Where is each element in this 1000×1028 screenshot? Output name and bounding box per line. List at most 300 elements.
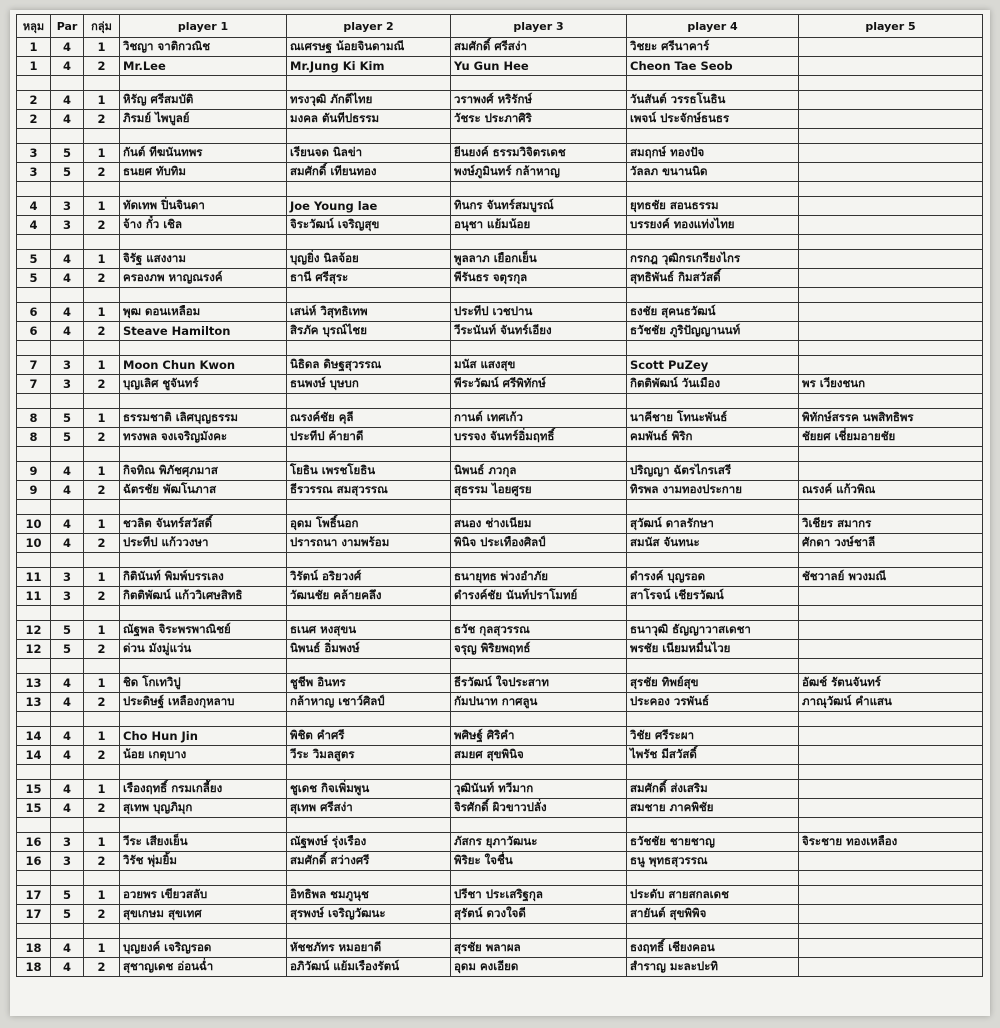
empty-cell bbox=[17, 182, 51, 197]
player-3-cell: ธนายุทธ พ่วงอำภัย bbox=[451, 568, 627, 587]
hole-cell: 11 bbox=[17, 587, 51, 606]
hole-cell: 7 bbox=[17, 375, 51, 394]
table-row bbox=[17, 38, 983, 57]
player-3-cell: ดำรงค์ชัย นันท์ปราโมทย์ bbox=[451, 587, 627, 606]
group-cell: 2 bbox=[84, 799, 120, 818]
group-cell: 1 bbox=[84, 356, 120, 375]
player-2-cell: โยธิน เพรชโยธิน bbox=[287, 462, 451, 481]
empty-cell bbox=[627, 76, 799, 91]
player-2-cell: สมศักดิ์ เทียนทอง bbox=[287, 163, 451, 182]
empty-cell bbox=[451, 288, 627, 303]
table-row bbox=[17, 428, 983, 447]
player-1-cell: กันต์ ทีฆนันทพร bbox=[120, 144, 287, 163]
empty-cell bbox=[17, 129, 51, 144]
empty-cell bbox=[451, 500, 627, 515]
empty-cell bbox=[120, 235, 287, 250]
empty-cell bbox=[17, 500, 51, 515]
hole-cell: 8 bbox=[17, 428, 51, 447]
table-row bbox=[17, 640, 983, 659]
spacer-row bbox=[17, 182, 983, 197]
empty-cell bbox=[627, 129, 799, 144]
player-1-cell: ธนยศ ทับทิม bbox=[120, 163, 287, 182]
player-4-cell: ประคอง วรพันธ์ bbox=[627, 693, 799, 712]
empty-cell bbox=[451, 235, 627, 250]
table-row bbox=[17, 216, 983, 235]
empty-cell bbox=[799, 394, 983, 409]
player-4-cell: วัลลภ ขนานนิด bbox=[627, 163, 799, 182]
group-cell: 2 bbox=[84, 534, 120, 553]
player-1-cell: วีระ เสียงเย็น bbox=[120, 833, 287, 852]
player-2-cell: นิธิดล ดิษฐสุวรรณ bbox=[287, 356, 451, 375]
hole-cell: 18 bbox=[17, 958, 51, 977]
empty-cell bbox=[799, 924, 983, 939]
table-row bbox=[17, 674, 983, 693]
par-cell: 3 bbox=[51, 587, 84, 606]
table-row bbox=[17, 799, 983, 818]
player-2-cell: สมศักดิ์ สว่างศรี bbox=[287, 852, 451, 871]
player-5-cell bbox=[799, 780, 983, 799]
header-player-1: player 1 bbox=[120, 15, 287, 38]
player-4-cell: สมศักดิ์ ส่งเสริม bbox=[627, 780, 799, 799]
hole-cell: 6 bbox=[17, 303, 51, 322]
group-cell: 1 bbox=[84, 886, 120, 905]
empty-cell bbox=[84, 712, 120, 727]
player-4-cell: วิชยะ ศรีนาคาร์ bbox=[627, 38, 799, 57]
player-5-cell bbox=[799, 886, 983, 905]
player-5-cell bbox=[799, 356, 983, 375]
spacer-row bbox=[17, 818, 983, 833]
empty-cell bbox=[84, 606, 120, 621]
player-5-cell: พิทักษ์สรรค นพสิทธิพร bbox=[799, 409, 983, 428]
empty-cell bbox=[627, 447, 799, 462]
empty-cell bbox=[451, 129, 627, 144]
hole-cell: 6 bbox=[17, 322, 51, 341]
group-cell: 2 bbox=[84, 905, 120, 924]
empty-cell bbox=[451, 76, 627, 91]
empty-cell bbox=[120, 76, 287, 91]
hole-cell: 9 bbox=[17, 462, 51, 481]
empty-cell bbox=[51, 712, 84, 727]
player-4-cell: สมฤกษ์ ทองปัจ bbox=[627, 144, 799, 163]
player-5-cell bbox=[799, 322, 983, 341]
player-1-cell: บุญเลิศ ชูจันทร์ bbox=[120, 375, 287, 394]
hole-cell: 4 bbox=[17, 197, 51, 216]
empty-cell bbox=[51, 924, 84, 939]
player-2-cell: มงคล ตันทีปธรรม bbox=[287, 110, 451, 129]
player-2-cell: อิทธิพล ชมภูนุช bbox=[287, 886, 451, 905]
player-3-cell: พูลลาภ เยือกเย็น bbox=[451, 250, 627, 269]
player-4-cell: เพจน์ ประจักษ์ธนธร bbox=[627, 110, 799, 129]
table-row bbox=[17, 356, 983, 375]
player-1-cell: วิชญา จาติกวณิช bbox=[120, 38, 287, 57]
par-cell: 5 bbox=[51, 905, 84, 924]
player-1-cell: ทัดเทพ ปิ่นจินดา bbox=[120, 197, 287, 216]
group-cell: 2 bbox=[84, 163, 120, 182]
empty-cell bbox=[51, 553, 84, 568]
player-4-cell: กิตติพัฒน์ วันเมือง bbox=[627, 375, 799, 394]
player-5-cell bbox=[799, 91, 983, 110]
player-2-cell: กล้าหาญ เชาว์ศิลป์ bbox=[287, 693, 451, 712]
player-5-cell bbox=[799, 38, 983, 57]
player-1-cell: กิตติพัฒน์ แก้ววิเศษสิทธิ bbox=[120, 587, 287, 606]
player-1-cell: ประทีป แก้ววงษา bbox=[120, 534, 287, 553]
hole-cell: 16 bbox=[17, 833, 51, 852]
empty-cell bbox=[451, 553, 627, 568]
player-3-cell: พีรันธร จตุรกุล bbox=[451, 269, 627, 288]
table-row bbox=[17, 375, 983, 394]
par-cell: 5 bbox=[51, 640, 84, 659]
spacer-row bbox=[17, 712, 983, 727]
empty-cell bbox=[627, 765, 799, 780]
table-row bbox=[17, 568, 983, 587]
par-cell: 4 bbox=[51, 799, 84, 818]
player-2-cell: บุญยิ่ง นิลจ้อย bbox=[287, 250, 451, 269]
player-3-cell: วีระนันท์ จันทร์เอียง bbox=[451, 322, 627, 341]
hole-cell: 12 bbox=[17, 640, 51, 659]
table-row bbox=[17, 587, 983, 606]
player-5-cell bbox=[799, 640, 983, 659]
empty-cell bbox=[51, 394, 84, 409]
group-cell: 1 bbox=[84, 568, 120, 587]
player-1-cell: อวยพร เขียวสลับ bbox=[120, 886, 287, 905]
player-3-cell: Yu Gun Hee bbox=[451, 57, 627, 76]
group-cell: 1 bbox=[84, 621, 120, 640]
group-cell: 1 bbox=[84, 409, 120, 428]
player-1-cell: บุญยงค์ เจริญรอด bbox=[120, 939, 287, 958]
empty-cell bbox=[799, 235, 983, 250]
hole-cell: 12 bbox=[17, 621, 51, 640]
empty-cell bbox=[84, 765, 120, 780]
pairing-table bbox=[16, 14, 983, 977]
player-4-cell: สุทธิพันธ์ กิมสวัสดิ์ bbox=[627, 269, 799, 288]
empty-cell bbox=[287, 235, 451, 250]
player-5-cell: วิเชียร สมากร bbox=[799, 515, 983, 534]
player-2-cell: เสน่ห์ วิสุทธิเทพ bbox=[287, 303, 451, 322]
player-3-cell: บรรจง จันทร์อิ่มฤทธิ์ bbox=[451, 428, 627, 447]
player-2-cell: ชูชีพ อินทร bbox=[287, 674, 451, 693]
empty-cell bbox=[120, 129, 287, 144]
par-cell: 5 bbox=[51, 144, 84, 163]
par-cell: 5 bbox=[51, 428, 84, 447]
hole-cell: 4 bbox=[17, 216, 51, 235]
empty-cell bbox=[451, 712, 627, 727]
player-3-cell: นิพนธ์ ภวกุล bbox=[451, 462, 627, 481]
par-cell: 4 bbox=[51, 727, 84, 746]
header-par: Par bbox=[51, 15, 84, 38]
group-cell: 1 bbox=[84, 462, 120, 481]
par-cell: 4 bbox=[51, 534, 84, 553]
empty-cell bbox=[287, 76, 451, 91]
spacer-row bbox=[17, 76, 983, 91]
player-1-cell: ชิด โกเทวิปู bbox=[120, 674, 287, 693]
group-cell: 1 bbox=[84, 833, 120, 852]
player-1-cell: ณัฐพล จิระพรพาณิชย์ bbox=[120, 621, 287, 640]
empty-cell bbox=[120, 818, 287, 833]
hole-cell: 13 bbox=[17, 674, 51, 693]
empty-cell bbox=[451, 341, 627, 356]
empty-cell bbox=[51, 500, 84, 515]
group-cell: 1 bbox=[84, 674, 120, 693]
empty-cell bbox=[120, 606, 287, 621]
empty-cell bbox=[120, 182, 287, 197]
player-3-cell: ธวัช กุลสุวรรณ bbox=[451, 621, 627, 640]
par-cell: 3 bbox=[51, 197, 84, 216]
hole-cell: 1 bbox=[17, 38, 51, 57]
spacer-row bbox=[17, 288, 983, 303]
player-4-cell: ประดับ สายสกลเดช bbox=[627, 886, 799, 905]
empty-cell bbox=[799, 447, 983, 462]
player-4-cell: สำราญ มะละปะทิ bbox=[627, 958, 799, 977]
par-cell: 4 bbox=[51, 91, 84, 110]
empty-cell bbox=[451, 182, 627, 197]
group-cell: 2 bbox=[84, 110, 120, 129]
empty-cell bbox=[51, 235, 84, 250]
par-cell: 4 bbox=[51, 303, 84, 322]
par-cell: 4 bbox=[51, 939, 84, 958]
player-5-cell: ณรงค์ แก้วพิณ bbox=[799, 481, 983, 500]
group-cell: 1 bbox=[84, 91, 120, 110]
table-row bbox=[17, 269, 983, 288]
player-5-cell bbox=[799, 939, 983, 958]
player-3-cell: ประทีป เวชปาน bbox=[451, 303, 627, 322]
player-2-cell: ชูเดช กิจเพิ่มพูน bbox=[287, 780, 451, 799]
empty-cell bbox=[120, 288, 287, 303]
empty-cell bbox=[627, 288, 799, 303]
hole-cell: 5 bbox=[17, 269, 51, 288]
empty-cell bbox=[17, 341, 51, 356]
par-cell: 4 bbox=[51, 780, 84, 799]
hole-cell: 11 bbox=[17, 568, 51, 587]
group-cell: 1 bbox=[84, 250, 120, 269]
par-cell: 4 bbox=[51, 674, 84, 693]
hole-cell: 10 bbox=[17, 534, 51, 553]
player-1-cell: ชวลิต จันทร์สวัสดิ์ bbox=[120, 515, 287, 534]
par-cell: 5 bbox=[51, 163, 84, 182]
player-4-cell: สุวัฒน์ ดาลรักษา bbox=[627, 515, 799, 534]
player-1-cell: ประดิษฐ์ เหลืองกุหลาบ bbox=[120, 693, 287, 712]
empty-cell bbox=[799, 500, 983, 515]
player-4-cell: สายันต์ สุขพิพิจ bbox=[627, 905, 799, 924]
group-cell: 2 bbox=[84, 57, 120, 76]
hole-cell: 2 bbox=[17, 91, 51, 110]
empty-cell bbox=[17, 76, 51, 91]
spacer-row bbox=[17, 606, 983, 621]
empty-cell bbox=[17, 235, 51, 250]
player-3-cell: ภัสกร ยุภาวัฒนะ bbox=[451, 833, 627, 852]
empty-cell bbox=[84, 447, 120, 462]
empty-cell bbox=[451, 924, 627, 939]
player-3-cell: พีระวัฒน์ ศรีพิทักษ์ bbox=[451, 375, 627, 394]
player-4-cell: ไพรัช มีสวัสดิ์ bbox=[627, 746, 799, 765]
empty-cell bbox=[17, 871, 51, 886]
player-3-cell: พศิษฐ์ ศิริคำ bbox=[451, 727, 627, 746]
player-3-cell: วุฒินันท์ ทวีมาก bbox=[451, 780, 627, 799]
empty-cell bbox=[51, 288, 84, 303]
empty-cell bbox=[627, 553, 799, 568]
player-3-cell: ยีนยงค์ ธรรมวิจิตรเดช bbox=[451, 144, 627, 163]
empty-cell bbox=[799, 871, 983, 886]
hole-cell: 14 bbox=[17, 746, 51, 765]
empty-cell bbox=[287, 606, 451, 621]
empty-cell bbox=[120, 871, 287, 886]
empty-cell bbox=[799, 129, 983, 144]
par-cell: 4 bbox=[51, 269, 84, 288]
empty-cell bbox=[451, 871, 627, 886]
empty-cell bbox=[51, 765, 84, 780]
table-row bbox=[17, 780, 983, 799]
hole-cell: 17 bbox=[17, 905, 51, 924]
player-5-cell: ศักดา วงษ์ชาลี bbox=[799, 534, 983, 553]
player-5-cell: พร เวียงชนก bbox=[799, 375, 983, 394]
player-1-cell: กิตินันท์ พิมพ์บรรเลง bbox=[120, 568, 287, 587]
empty-cell bbox=[84, 341, 120, 356]
empty-cell bbox=[120, 924, 287, 939]
empty-cell bbox=[17, 553, 51, 568]
group-cell: 1 bbox=[84, 939, 120, 958]
table-row bbox=[17, 886, 983, 905]
empty-cell bbox=[287, 500, 451, 515]
empty-cell bbox=[84, 818, 120, 833]
player-5-cell bbox=[799, 110, 983, 129]
group-cell: 1 bbox=[84, 515, 120, 534]
empty-cell bbox=[84, 659, 120, 674]
empty-cell bbox=[17, 659, 51, 674]
table-row bbox=[17, 693, 983, 712]
player-4-cell: ธนู พุทธสุวรรณ bbox=[627, 852, 799, 871]
player-5-cell bbox=[799, 250, 983, 269]
player-2-cell: Joe Young lae bbox=[287, 197, 451, 216]
par-cell: 5 bbox=[51, 621, 84, 640]
empty-cell bbox=[84, 871, 120, 886]
player-5-cell bbox=[799, 163, 983, 182]
hole-cell: 15 bbox=[17, 799, 51, 818]
player-3-cell: กานต์ เทศเก้ว bbox=[451, 409, 627, 428]
player-2-cell: ทรงวุฒิ ภักดีไทย bbox=[287, 91, 451, 110]
player-3-cell: สุรัตน์ ดวงใจดี bbox=[451, 905, 627, 924]
empty-cell bbox=[84, 500, 120, 515]
player-4-cell: กรกฎ วุฒิกรเกรียงไกร bbox=[627, 250, 799, 269]
group-cell: 1 bbox=[84, 144, 120, 163]
hole-cell: 18 bbox=[17, 939, 51, 958]
player-3-cell: อุดม คงเอียด bbox=[451, 958, 627, 977]
player-3-cell: ธีรวัฒน์ ใจประสาท bbox=[451, 674, 627, 693]
player-2-cell: ธเนศ หงสุขน bbox=[287, 621, 451, 640]
empty-cell bbox=[120, 765, 287, 780]
empty-cell bbox=[799, 76, 983, 91]
empty-cell bbox=[627, 871, 799, 886]
empty-cell bbox=[120, 712, 287, 727]
player-3-cell: วราพงศ์ หริรักษ์ bbox=[451, 91, 627, 110]
par-cell: 5 bbox=[51, 886, 84, 905]
group-cell: 2 bbox=[84, 216, 120, 235]
player-2-cell: นิพนธ์ อิ่มพงษ์ bbox=[287, 640, 451, 659]
hole-cell: 16 bbox=[17, 852, 51, 871]
player-1-cell: สุชาญเดช อ่อนฉ่ำ bbox=[120, 958, 287, 977]
empty-cell bbox=[84, 924, 120, 939]
empty-cell bbox=[17, 818, 51, 833]
player-3-cell: กัมปนาท กาศลูน bbox=[451, 693, 627, 712]
player-1-cell: ครองภพ หาญณรงค์ bbox=[120, 269, 287, 288]
table-row bbox=[17, 833, 983, 852]
group-cell: 1 bbox=[84, 38, 120, 57]
empty-cell bbox=[17, 765, 51, 780]
par-cell: 4 bbox=[51, 38, 84, 57]
empty-cell bbox=[287, 659, 451, 674]
empty-cell bbox=[799, 341, 983, 356]
hole-cell: 7 bbox=[17, 356, 51, 375]
player-3-cell: พินิจ ประเทืองศิลป์ bbox=[451, 534, 627, 553]
table-row bbox=[17, 621, 983, 640]
empty-cell bbox=[627, 341, 799, 356]
empty-cell bbox=[287, 182, 451, 197]
empty-cell bbox=[799, 182, 983, 197]
empty-cell bbox=[627, 924, 799, 939]
hole-cell: 5 bbox=[17, 250, 51, 269]
player-2-cell: ธานี ศรีสุระ bbox=[287, 269, 451, 288]
player-1-cell: วิรัช พุ่มยิ้ม bbox=[120, 852, 287, 871]
player-5-cell bbox=[799, 57, 983, 76]
empty-cell bbox=[627, 659, 799, 674]
par-cell: 4 bbox=[51, 250, 84, 269]
par-cell: 3 bbox=[51, 568, 84, 587]
player-3-cell: สุรชัย พลาผล bbox=[451, 939, 627, 958]
player-4-cell: นาคีชาย โทนะพันธ์ bbox=[627, 409, 799, 428]
par-cell: 3 bbox=[51, 852, 84, 871]
player-4-cell: พรชัย เนียมหมื่นไวย bbox=[627, 640, 799, 659]
player-1-cell: สุขเกษม สุขเทศ bbox=[120, 905, 287, 924]
spacer-row bbox=[17, 341, 983, 356]
empty-cell bbox=[51, 129, 84, 144]
header-player-4: player 4 bbox=[627, 15, 799, 38]
player-5-cell bbox=[799, 216, 983, 235]
player-2-cell: เรียนจด นิลข่า bbox=[287, 144, 451, 163]
empty-cell bbox=[51, 182, 84, 197]
empty-cell bbox=[799, 659, 983, 674]
group-cell: 2 bbox=[84, 640, 120, 659]
player-1-cell: ภิรมย์ ไพบูลย์ bbox=[120, 110, 287, 129]
player-5-cell bbox=[799, 197, 983, 216]
empty-cell bbox=[627, 182, 799, 197]
group-cell: 2 bbox=[84, 269, 120, 288]
empty-cell bbox=[17, 712, 51, 727]
player-1-cell: พุฒ ดอนเหลือม bbox=[120, 303, 287, 322]
table-row bbox=[17, 534, 983, 553]
player-4-cell: ธวัชชัย ภูริปัญญานนท์ bbox=[627, 322, 799, 341]
header-group: กลุ่ม bbox=[84, 15, 120, 38]
empty-cell bbox=[51, 818, 84, 833]
group-cell: 1 bbox=[84, 780, 120, 799]
empty-cell bbox=[120, 659, 287, 674]
table-row bbox=[17, 515, 983, 534]
par-cell: 4 bbox=[51, 322, 84, 341]
empty-cell bbox=[84, 235, 120, 250]
par-cell: 5 bbox=[51, 409, 84, 428]
empty-cell bbox=[627, 818, 799, 833]
pairing-rows bbox=[17, 38, 983, 977]
header-player-5: player 5 bbox=[799, 15, 983, 38]
player-5-cell: อัฒช์ รัตนจันทร์ bbox=[799, 674, 983, 693]
player-3-cell: พงษ์ภูมินทร์ กล้าหาญ bbox=[451, 163, 627, 182]
player-4-cell: ปริญญา ฉัตรไกรเสรี bbox=[627, 462, 799, 481]
empty-cell bbox=[84, 182, 120, 197]
player-4-cell: Cheon Tae Seob bbox=[627, 57, 799, 76]
table-row bbox=[17, 91, 983, 110]
spacer-row bbox=[17, 871, 983, 886]
player-5-cell: ชัยยศ เชี่ยมอายชัย bbox=[799, 428, 983, 447]
empty-cell bbox=[84, 129, 120, 144]
player-3-cell: สมยศ สุขพินิจ bbox=[451, 746, 627, 765]
empty-cell bbox=[287, 924, 451, 939]
